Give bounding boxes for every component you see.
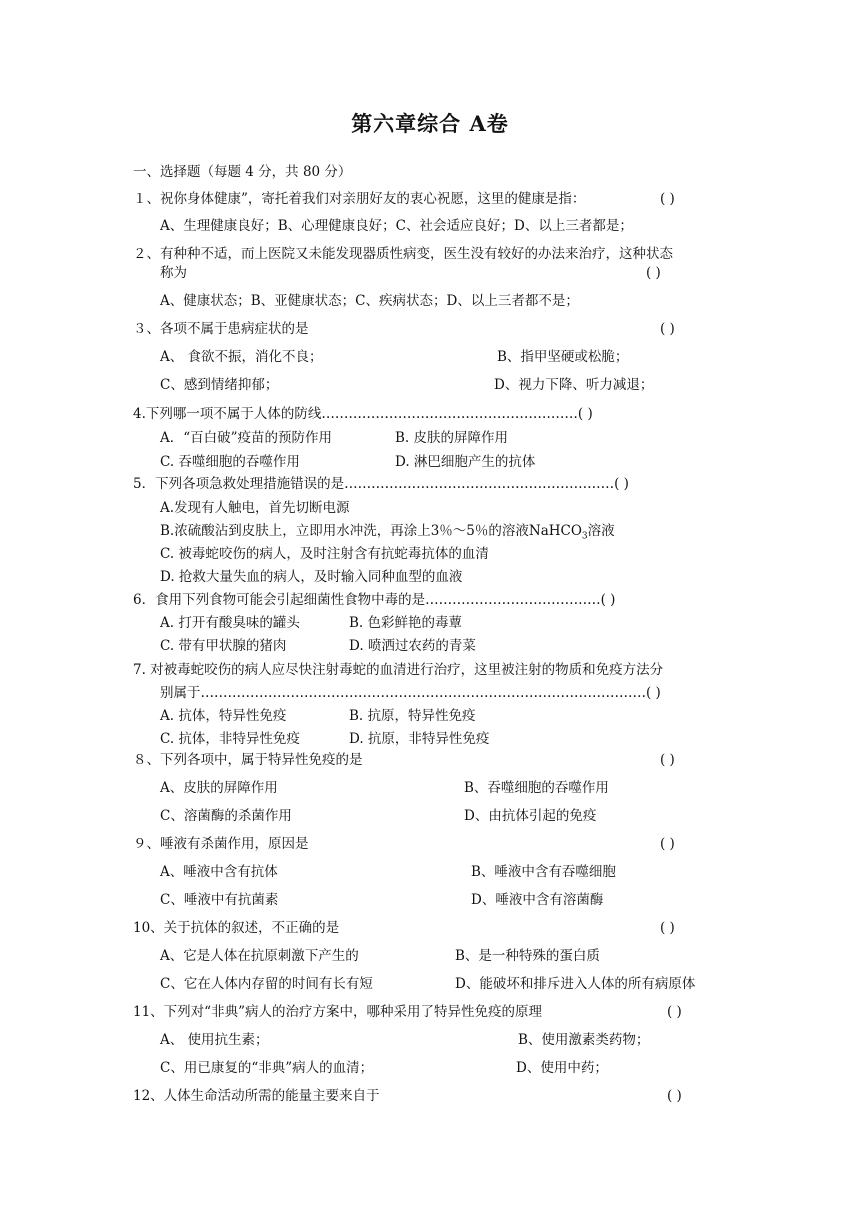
question-11-option-d: D、使用中药； xyxy=(516,1060,608,1076)
question-10-option-a: A、它是人体在抗原刺激下产生的 xyxy=(160,948,359,964)
question-11-option-c: C、用已康复的“非典”病人的血清； xyxy=(160,1060,374,1076)
question-10-option-d: D、能破坏和排斥进入人体的所有病原体 xyxy=(455,976,696,992)
question-9-option-c: C、唾液中有抗菌素 xyxy=(160,892,279,908)
question-1-stem: １、祝你身体健康”，寄托着我们对亲朋好友的衷心祝愿，这里的健康是指： xyxy=(133,191,586,207)
question-8-option-d: D、由抗体引起的免疫 xyxy=(464,808,597,824)
question-5-option-c: C. 被毒蛇咬伤的病人，及时注射含有抗蛇毒抗体的血清 xyxy=(160,546,489,562)
answer-blank-11[interactable]: ( ) xyxy=(667,1004,682,1020)
question-8-option-a: A、皮肤的屏障作用 xyxy=(160,780,278,796)
question-9-option-a: A、唾液中含有抗体 xyxy=(160,864,278,880)
question-3-option-b: B、指甲坚硬或松脆； xyxy=(497,349,629,365)
question-6-stem: 6．食用下列食物可能会引起细菌性食物中毒的是…………………………………( ) xyxy=(133,592,616,608)
question-4-option-a: A．“百白破”疫苗的预防作用 xyxy=(160,430,333,446)
question-8-option-b: B、吞噬细胞的吞噬作用 xyxy=(464,780,609,796)
question-5-option-a: A.发现有人触电，首先切断电源 xyxy=(160,500,350,516)
question-5-stem: 5．下列各项急救处理措施错误的是……………………………………………………( ) xyxy=(133,476,629,492)
question-7-option-b: B. 抗原，特异性免疫 xyxy=(349,708,476,724)
question-3-option-a: A、 食欲不振，消化不良； xyxy=(160,349,323,365)
question-5-option-d: D. 抢救大量失血的病人，及时输入同种血型的血液 xyxy=(160,569,463,585)
answer-blank-10[interactable]: ( ) xyxy=(660,920,675,936)
answer-blank-3[interactable]: ( ) xyxy=(660,321,675,337)
question-2-stem-cont: 称为 xyxy=(160,265,187,281)
question-9-option-d: D、唾液中含有溶菌酶 xyxy=(471,892,604,908)
question-2-stem: ２、有种种不适，而上医院又未能发现器质性病变，医生没有较好的办法来治疗，这种状态 xyxy=(133,246,673,262)
question-4-option-d: D. 淋巴细胞产生的抗体 xyxy=(395,454,536,470)
question-10-option-c: C、它在人体内存留的时间有长有短 xyxy=(160,976,373,992)
question-10-stem: 10、关于抗体的叙述，不正确的是 xyxy=(133,920,340,936)
question-7-stem: 7. 对被毒蛇咬伤的病人应尽快注射毒蛇的血清进行治疗，这里被注射的物质和免疫方法分 xyxy=(133,662,664,678)
question-11-option-b: B、使用激素类药物； xyxy=(518,1032,650,1048)
question-6-option-d: D. 喷洒过农药的青菜 xyxy=(349,638,476,654)
question-9-option-b: B、唾液中含有吞噬细胞 xyxy=(471,864,616,880)
question-7-option-c: C. 抗体，非特异性免疫 xyxy=(160,731,300,747)
question-10-option-b: B、是一种特殊的蛋白质 xyxy=(455,948,600,964)
question-5-option-b-suffix: 溶液 xyxy=(587,523,615,539)
question-7-option-d: D. 抗原，非特异性免疫 xyxy=(349,731,490,747)
question-4-stem: 4.下列哪一项不属于人体的防线…………………………………………………( ) xyxy=(133,406,593,422)
question-11-option-a: A、 使用抗生素； xyxy=(160,1032,269,1048)
page-title: 第六章综合 A卷 xyxy=(351,111,509,136)
question-1-options: A、生理健康良好；B、心理健康良好；C、社会适应良好；D、以上三者都是； xyxy=(160,218,633,234)
question-6-option-a: A. 打开有酸臭味的罐头 xyxy=(160,615,300,631)
question-3-stem: ３、各项不属于患病症状的是 xyxy=(133,321,309,337)
answer-blank-2[interactable]: ( ) xyxy=(646,265,661,281)
question-5-option-b-subscript: 3 xyxy=(581,531,588,542)
question-4-option-c: C. 吞噬细胞的吞噬作用 xyxy=(160,454,300,470)
answer-blank-8[interactable]: ( ) xyxy=(660,752,675,768)
question-7-option-a: A. 抗体，特异性免疫 xyxy=(160,708,287,724)
answer-blank-12[interactable]: ( ) xyxy=(667,1088,682,1104)
question-5-option-b xyxy=(160,522,615,546)
question-8-stem: ８、下列各项中，属于特异性免疫的是 xyxy=(133,752,363,768)
question-5-option-b-text: B.浓硫酸沾到皮肤上，立即用水冲洗，再涂上3％～5％的溶液NaHCO xyxy=(160,523,582,539)
question-8-option-c: C、溶菌酶的杀菌作用 xyxy=(160,808,292,824)
question-6-option-c: C. 带有甲状腺的猪肉 xyxy=(160,638,287,654)
answer-blank-9[interactable]: ( ) xyxy=(660,836,675,852)
question-4-option-b: B. 皮肤的屏障作用 xyxy=(395,430,509,446)
question-12-stem: 12、人体生命活动所需的能量主要来自于 xyxy=(133,1088,380,1104)
answer-blank-1[interactable]: ( ) xyxy=(660,191,675,207)
question-2-options: A、健康状态；B、亚健康状态；C、疾病状态；D、以上三者都不是； xyxy=(160,293,579,309)
question-3-option-d: D、视力下降、听力减退； xyxy=(494,377,654,393)
question-7-stem-cont: 别属于………………………………………………………………………………………( ) xyxy=(160,685,661,701)
question-9-stem: ９、唾液有杀菌作用，原因是 xyxy=(133,836,309,852)
question-11-stem: 11、下列对“非典”病人的治疗方案中，哪种采用了特异性免疫的原理 xyxy=(133,1004,542,1020)
section-heading: 一、选择题（每题 4 分，共 80 分） xyxy=(133,164,352,180)
question-3-option-c: C、感到情绪抑郁； xyxy=(160,377,279,393)
question-6-option-b: B. 色彩鲜艳的毒蕈 xyxy=(349,615,463,631)
